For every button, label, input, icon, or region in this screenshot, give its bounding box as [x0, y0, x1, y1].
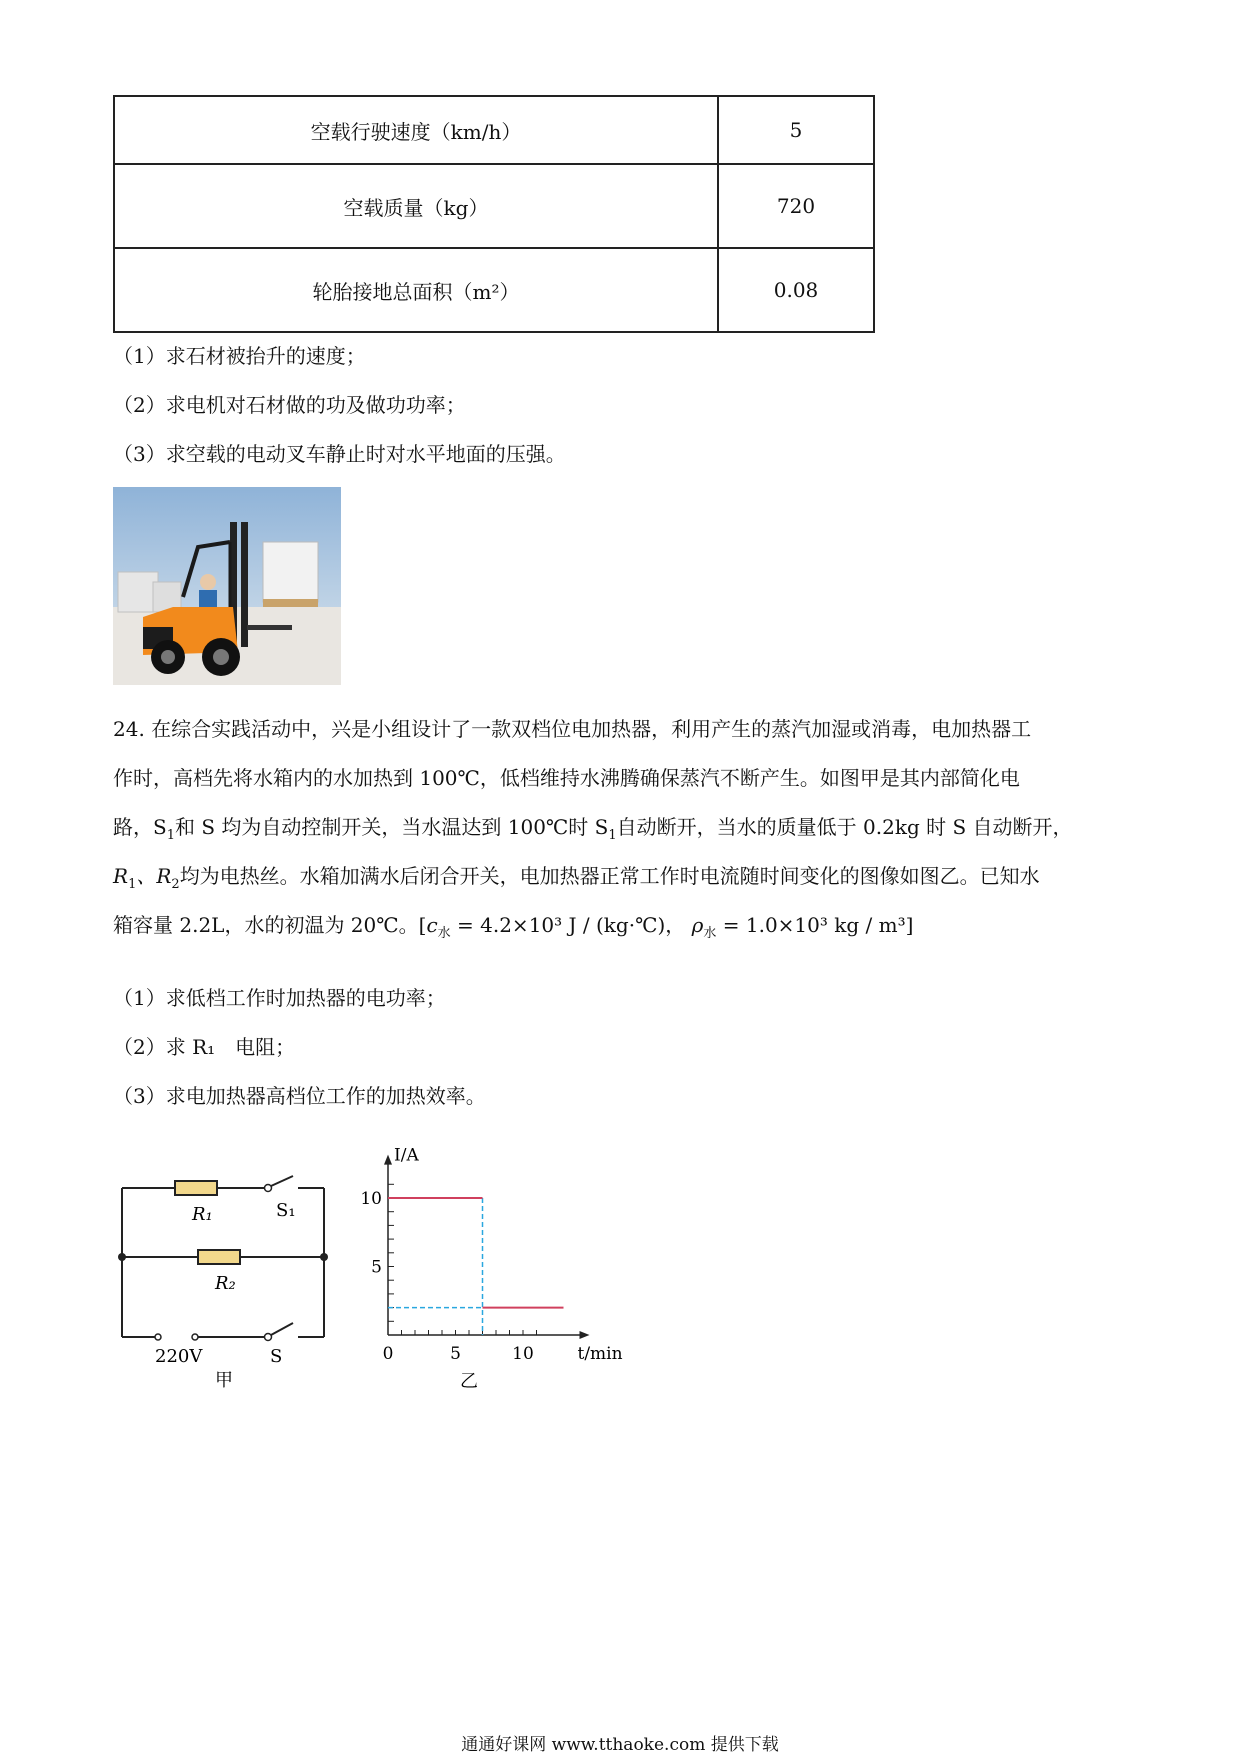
spec-table	[113, 95, 875, 333]
table-row	[114, 248, 874, 332]
table-row	[114, 96, 874, 164]
table-cell-label: 空载行驶速度（km/h）	[114, 96, 718, 164]
table-cell-label: 轮胎接地总面积（m²）	[114, 248, 718, 332]
current-time-chart	[350, 1125, 630, 1400]
s1-label: S₁	[276, 1200, 296, 1221]
x-tick-label: 10	[512, 1344, 534, 1364]
table-cell-value: 720	[718, 164, 874, 248]
q23-item-2: （2）求电机对石材做的功及做功功率；	[113, 393, 466, 417]
s-label: S	[270, 1346, 283, 1367]
r2-label: R₂	[215, 1273, 236, 1294]
table-cell-label: 空载质量（kg）	[114, 164, 718, 248]
x-tick-label: 5	[450, 1344, 461, 1364]
y-axis-arrow	[384, 1155, 392, 1165]
y-tick-label: 10	[360, 1189, 382, 1209]
q24-line-2: 作时，高档先将水箱内的水加热到 100℃，低档维持水沸腾确保蒸汽不断产生。如图甲是其内部简化电	[113, 766, 1020, 790]
table-row	[114, 164, 874, 248]
q24-line-5: 箱容量 2.2L，水的初温为 20℃。[$c_水 = 4.2\times 10^3$ J / (kg·℃)， $\rho_水 = 1.0\times 10^3$ kg / m³]	[113, 913, 914, 941]
y-axis-label: I/A	[394, 1145, 419, 1166]
q23-item-3: （3）求空载的电动叉车静止时对水平地面的压强。	[113, 442, 566, 466]
x-axis-label: t/min	[577, 1344, 623, 1364]
forklift-photo	[113, 487, 341, 685]
footer: 通通好课网 www.tthaoke.com 提供下载	[461, 1735, 779, 1755]
r1-label: R₁	[192, 1204, 213, 1225]
y-tick-label: 5	[371, 1257, 382, 1278]
table-cell-value: 0.08	[718, 248, 874, 332]
q24-line-4: $R_1$、$R_2$均为电热丝。水箱加满水后闭合开关，电加热器正常工作时电流随时间变化的图像如图乙。已知水	[113, 864, 1040, 892]
x-tick-label: 0	[382, 1344, 394, 1364]
q24-item-3: （3）求电加热器高档位工作的加热效率。	[113, 1084, 486, 1108]
q24-item-1: （1）求低档工作时加热器的电功率；	[113, 986, 446, 1010]
voltage-label: 220V	[155, 1346, 203, 1367]
q23-item-1: （1）求石材被抬升的速度；	[113, 344, 366, 368]
q24-item-2: （2）求 R₁ 电阻；	[113, 1035, 296, 1059]
x-axis-arrow	[580, 1331, 590, 1339]
q24-line-1: 24. 在综合实践活动中，兴是小组设计了一款双档位电加热器，利用产生的蒸汽加湿或消毒，电加热器工	[113, 717, 1032, 741]
table-cell-value: 5	[718, 96, 874, 164]
q24-line-3: 路，$S_1$和 S 均为自动控制开关，当水温达到 100℃时 $S_1$自动断开，当水的质量低于 0.2kg 时 S 自动断开，	[113, 815, 1073, 843]
circuit-diagram	[110, 1150, 350, 1390]
circuit-caption: 甲	[215, 1370, 233, 1390]
chart-caption: 乙	[460, 1371, 478, 1392]
